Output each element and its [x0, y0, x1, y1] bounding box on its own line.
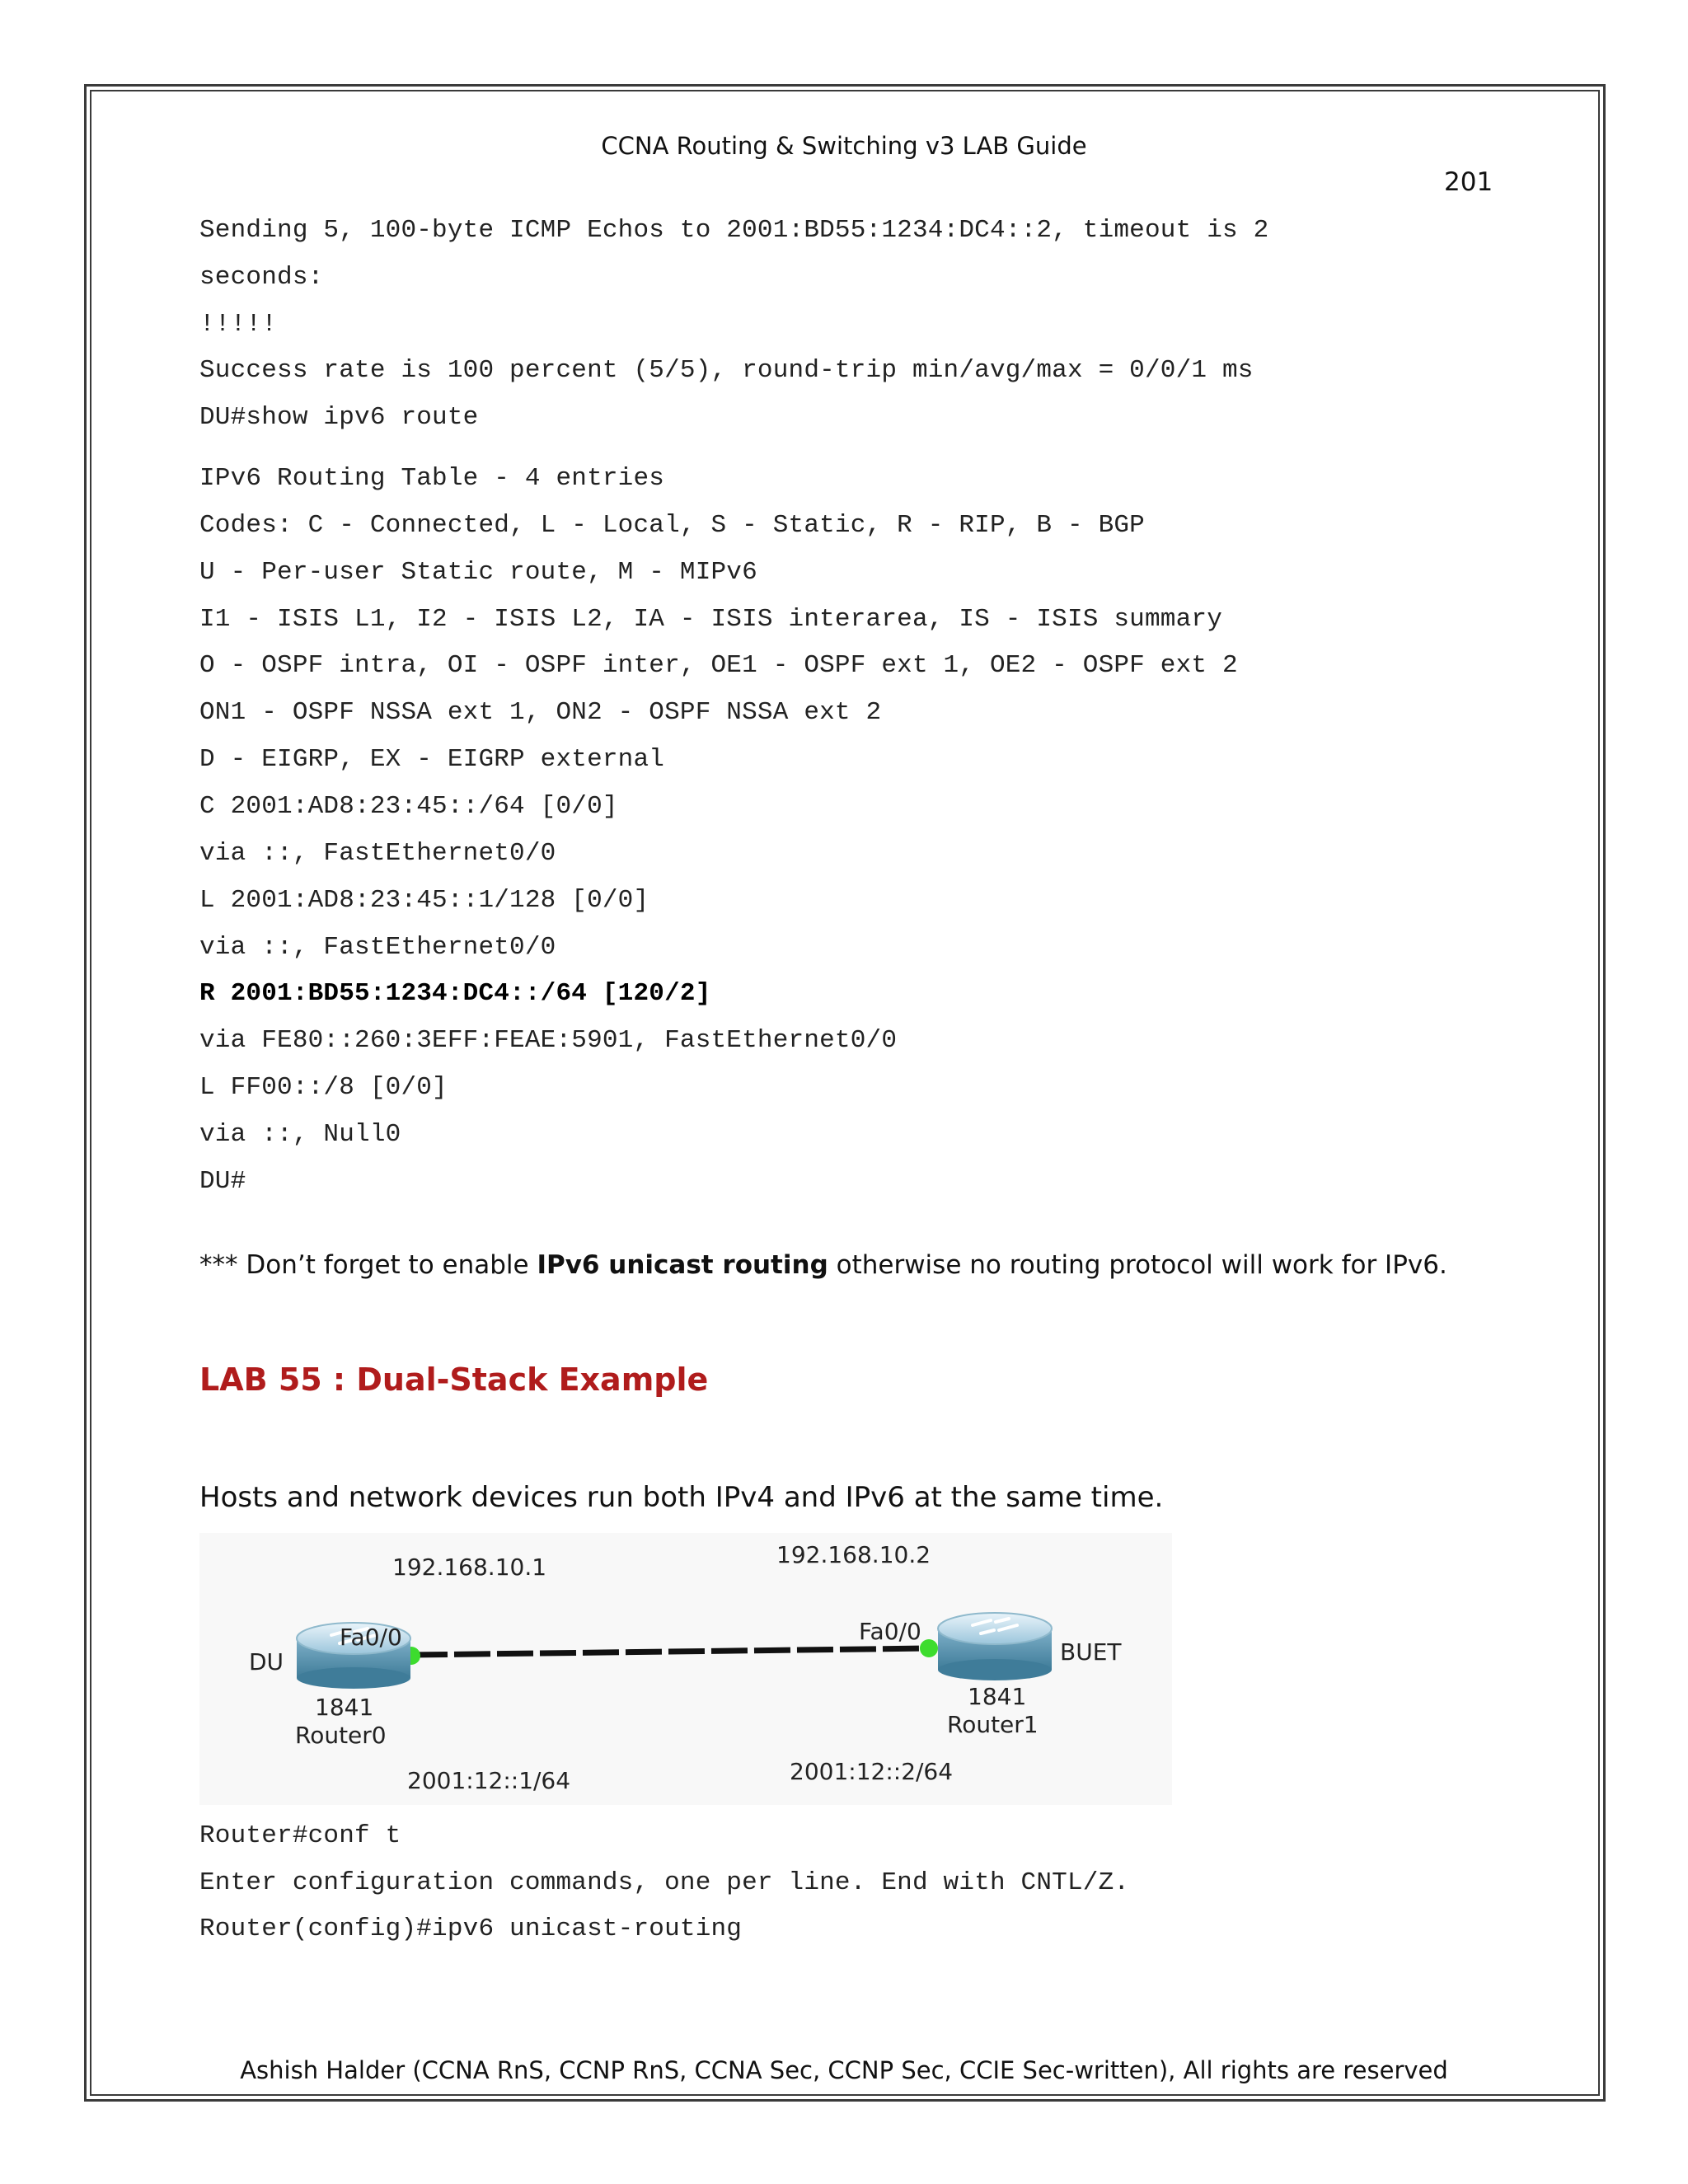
code-line: D - EIGRP, EX - EIGRP external [199, 745, 665, 774]
code-line: Sending 5, 100-byte ICMP Echos to 2001:BD55:1234:DC4::2, timeout is 2 [199, 216, 1269, 245]
code-line: Router(config)#ipv6 unicast-routing [199, 1915, 743, 1943]
code-line: seconds: [199, 263, 324, 292]
ethernet-link [411, 1648, 929, 1655]
code-line: L 2001:AD8:23:45::1/128 [0/0] [199, 886, 649, 915]
code-line: !!!!! [199, 310, 278, 339]
right-ipv6-label: 2001:12::2/64 [790, 1758, 954, 1785]
right-router-model: 1841 [968, 1683, 1027, 1710]
code-line: O - OSPF intra, OI - OSPF inter, OE1 - OSPF ext 1, OE2 - OSPF ext 2 [199, 651, 1238, 680]
code-line: via ::, Null0 [199, 1120, 401, 1149]
right-iface-label: Fa0/0 [859, 1618, 921, 1645]
left-router-name: Router0 [295, 1722, 387, 1749]
page-header: CCNA Routing & Switching v3 LAB Guide [601, 132, 1087, 160]
left-ipv4-label: 192.168.10.1 [392, 1554, 547, 1581]
lab-description: Hosts and network devices run both IPv4 and IPv6 at the same time. [199, 1481, 1164, 1514]
code-line: Enter configuration commands, one per line. End with CNTL/Z. [199, 1868, 1130, 1897]
left-iface-label: Fa0/0 [340, 1624, 402, 1651]
note-bold: IPv6 unicast routing [537, 1250, 828, 1280]
code-line: via FE80::260:3EFF:FEAE:5901, FastEthernet0/0 [199, 1026, 898, 1055]
topology-diagram [199, 1533, 1172, 1805]
code-line: IPv6 Routing Table - 4 entries [199, 464, 665, 493]
page-number: 201 [1444, 167, 1493, 197]
lab-title: LAB 55 : Dual-Stack Example [199, 1361, 709, 1398]
code-line: Codes: C - Connected, L - Local, S - Static, R - RIP, B - BGP [199, 511, 1145, 540]
left-ipv6-label: 2001:12::1/64 [407, 1767, 571, 1794]
code-line: C 2001:AD8:23:45::/64 [0/0] [199, 792, 618, 821]
right-device-name: BUET [1060, 1638, 1122, 1666]
code-line: Router#conf t [199, 1821, 401, 1850]
code-line: DU#show ipv6 route [199, 403, 479, 432]
code-line: DU# [199, 1167, 246, 1196]
page-footer: Ashish Halder (CCNA RnS, CCNP RnS, CCNA Sec, CCNP Sec, CCIE Sec-written), All rights are reserved [240, 2056, 1448, 2084]
code-line: U - Per-user Static route, M - MIPv6 [199, 558, 757, 587]
code-line: ON1 - OSPF NSSA ext 1, ON2 - OSPF NSSA ext 2 [199, 698, 882, 727]
code-line: Success rate is 100 percent (5/5), round-trip min/avg/max = 0/0/1 ms [199, 356, 1254, 385]
note-prefix: *** Don’t forget to enable [199, 1250, 537, 1280]
code-line: L FF00::/8 [0/0] [199, 1073, 448, 1102]
right-router-name: Router1 [947, 1711, 1039, 1738]
ipv6-routing-note [199, 1250, 1447, 1280]
router-right-icon [938, 1613, 1052, 1680]
code-line: via ::, FastEthernet0/0 [199, 933, 556, 962]
code-line-highlighted: R 2001:BD55:1234:DC4::/64 [120/2] [199, 979, 711, 1008]
link-status-right-icon [920, 1639, 938, 1657]
topology-graphics [199, 1533, 1172, 1805]
note-suffix: otherwise no routing protocol will work for IPv6. [828, 1250, 1447, 1280]
code-line: via ::, FastEthernet0/0 [199, 839, 556, 868]
left-router-model: 1841 [315, 1694, 374, 1721]
right-ipv4-label: 192.168.10.2 [776, 1541, 931, 1568]
left-device-name: DU [249, 1648, 284, 1675]
code-line: I1 - ISIS L1, I2 - ISIS L2, IA - ISIS interarea, IS - ISIS summary [199, 605, 1222, 634]
